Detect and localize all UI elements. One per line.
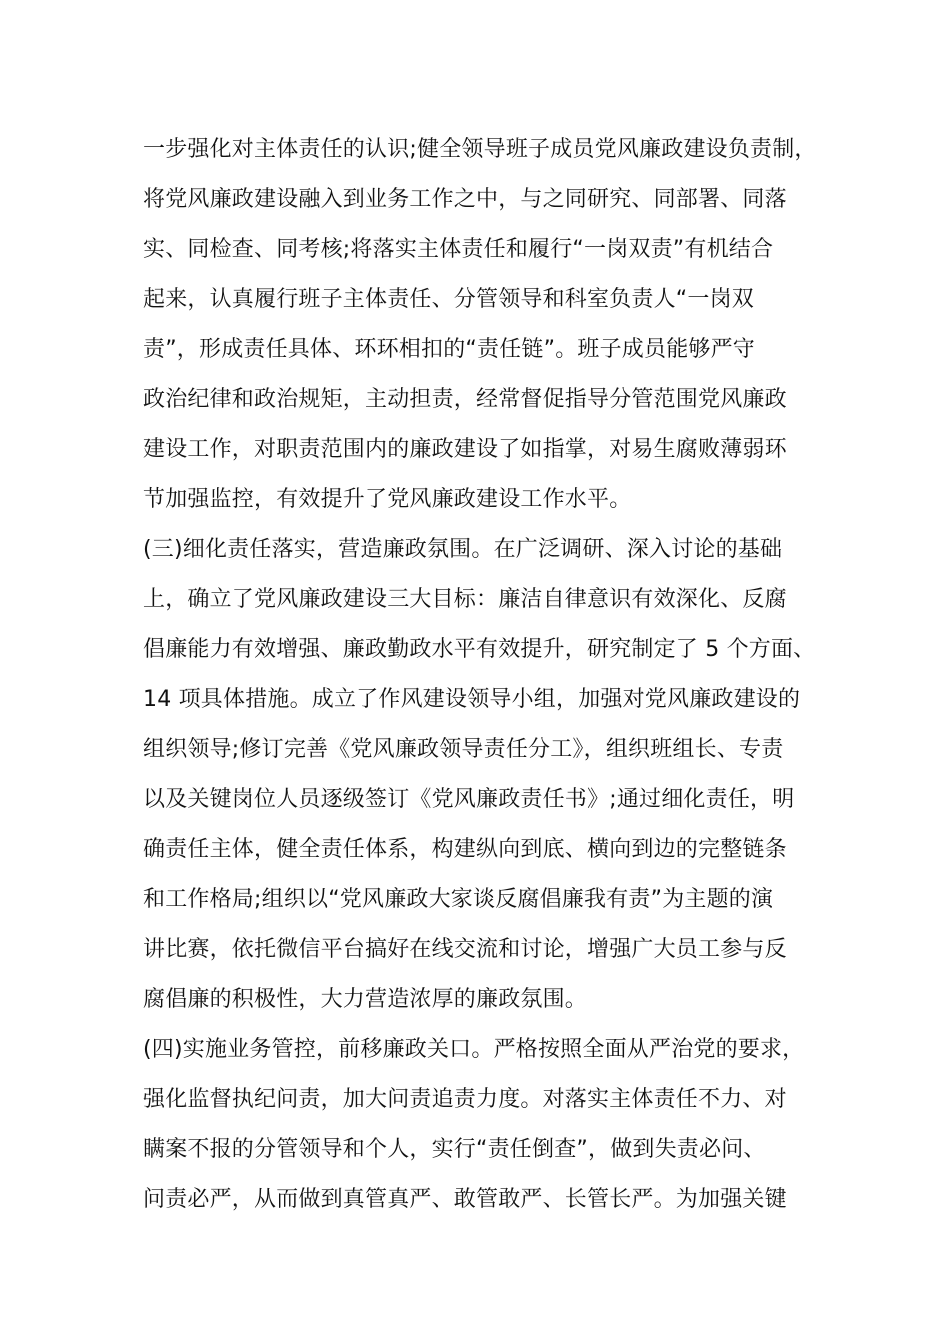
- text-line: 和工作格局;组织以“党风廉政大家谈反腐倡廉我有责”为主题的演: [143, 887, 774, 912]
- text-line: 倡廉能力有效增强、廉政勤政水平有效提升，研究制定了 5 个方面、: [143, 637, 816, 662]
- section-heading-line: (三)细化责任落实，营造廉政氛围。在广泛调研、深入讨论的基础: [143, 537, 783, 562]
- text-line: 政治纪律和政治规矩，主动担责，经常督促指导分管范围党风廉政: [143, 387, 787, 412]
- text-line: 责”，形成责任具体、环环相扣的“责任链”。班子成员能够严守: [143, 337, 755, 362]
- section-heading-line: (四)实施业务管控，前移廉政关口。严格按照全面从严治党的要求，: [143, 1037, 805, 1062]
- text-line: 建设工作，对职责范围内的廉政建设了如指掌，对易生腐败薄弱环: [143, 437, 787, 462]
- text-line: 强化监督执纪问责，加大问责追责力度。对落实主体责任不力、对: [143, 1087, 787, 1112]
- text-line: 确责任主体，健全责任体系，构建纵向到底、横向到边的完整链条: [143, 837, 787, 862]
- text-line: 腐倡廉的积极性，大力营造浓厚的廉政氛围。: [143, 987, 588, 1012]
- text-line: 一步强化对主体责任的认识;健全领导班子成员党风廉政建设负责制，: [143, 137, 817, 162]
- text-line: 上，确立了党风廉政建设三大目标：廉洁自律意识有效深化、反腐: [143, 587, 787, 612]
- text-line: 节加强监控，有效提升了党风廉政建设工作水平。: [143, 487, 632, 512]
- text-line: 瞒案不报的分管领导和个人，实行“责任倒查”，做到失责必问、: [143, 1137, 766, 1162]
- text-line: 问责必严，从而做到真管真严、敢管敢严、长管长严。为加强关键: [143, 1187, 787, 1212]
- text-line: 实、同检查、同考核;将落实主体责任和履行“一岗双责”有机结合: [143, 237, 774, 262]
- text-line: 起来，认真履行班子主体责任、分管领导和科室负责人“一岗双: [143, 287, 754, 312]
- text-line: 讲比赛，依托微信平台搞好在线交流和讨论，增强广大员工参与反: [143, 937, 787, 962]
- text-line: 以及关键岗位人员逐级签订《党风廉政责任书》;通过细化责任，明: [143, 787, 795, 812]
- text-line: 组织领导;修订完善《党风廉政领导责任分工》，组织班组长、专责: [143, 737, 784, 762]
- text-line: 14 项具体措施。成立了作风建设领导小组，加强对党风廉政建设的: [143, 687, 801, 712]
- text-line: 将党风廉政建设融入到业务工作之中，与之同研究、同部署、同落: [143, 187, 787, 212]
